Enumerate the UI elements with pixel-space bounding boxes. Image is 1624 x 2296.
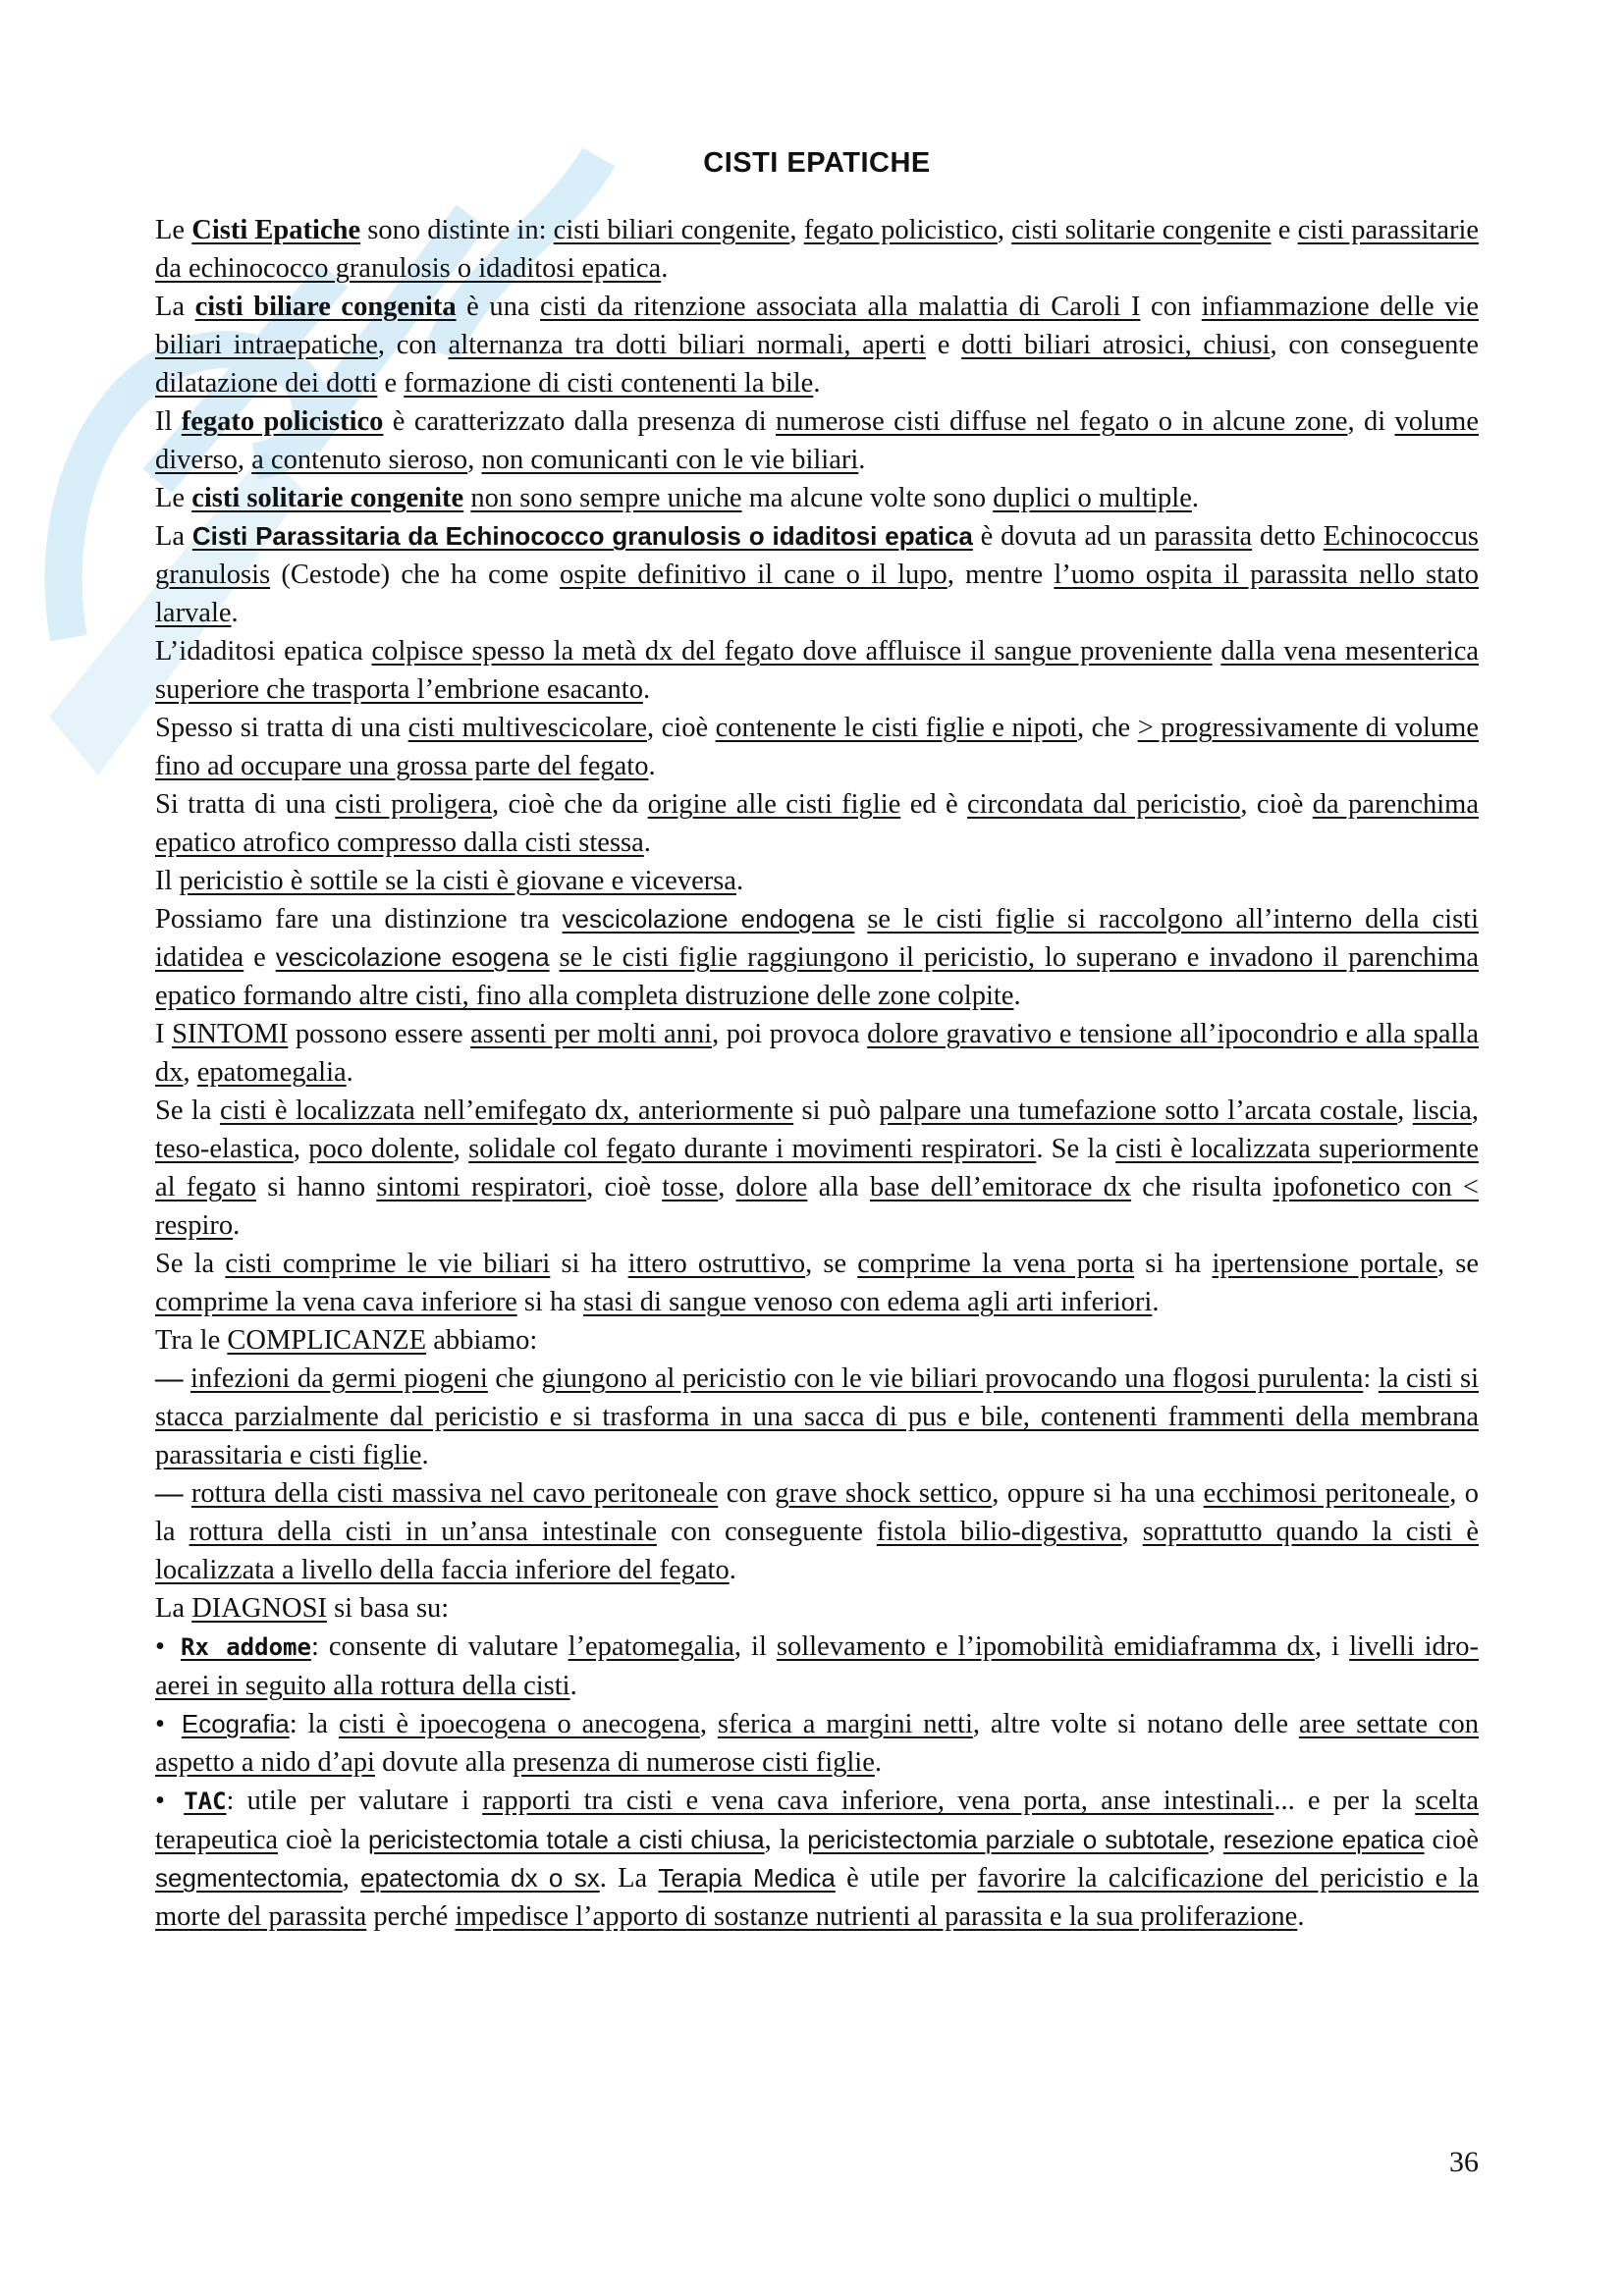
underlined-text: ittero ostruttivo [627, 1249, 806, 1279]
paragraph [155, 1628, 1479, 1705]
underlined-text: tosse [662, 1172, 719, 1202]
text-run: è utile per [835, 1863, 978, 1894]
underlined-text: teso-elastica [155, 1134, 294, 1164]
text-run: , [467, 445, 482, 475]
text-run: abbiamo: [426, 1325, 538, 1356]
underlined-text: dolore gravativo e tensione all’ipocondrio e alla spalla dx [155, 1019, 1479, 1088]
underlined-text: fistola bilio-digestiva [876, 1517, 1122, 1547]
underlined-text: COMPLICANZE [227, 1325, 427, 1356]
underlined-text: cisti proligera [335, 789, 492, 820]
text-run: Possiamo fare una distinzione tra [155, 904, 563, 934]
text-run: ― [155, 1363, 191, 1394]
text-run: , [997, 215, 1012, 245]
paragraph [155, 211, 1479, 288]
underlined-text: pericistectomia totale a cisti chiusa [367, 1825, 765, 1854]
underlined-text: se le cisti figlie raggiungono il pericistio, lo superano e invadono il parenchima epatico formando altre cisti, fino alla completa distruzione delle zone colpite [155, 942, 1480, 1011]
text-run: . [233, 1210, 241, 1241]
text-run: con [718, 1478, 776, 1509]
text-run: è una [456, 292, 541, 322]
text-run: , mentre [947, 560, 1055, 590]
text-run: . [1191, 483, 1199, 513]
text-run: , cioè [646, 713, 716, 743]
underlined-text: circondata dal pericistio [967, 789, 1241, 820]
text-run: . [735, 866, 744, 896]
text-run: , [789, 215, 804, 245]
text-run: . [874, 1747, 882, 1778]
text-run: si hanno [256, 1172, 377, 1202]
underlined-text: presenza di numerose cisti figlie [513, 1747, 875, 1778]
paragraph [155, 632, 1479, 709]
paragraph [155, 709, 1479, 785]
paragraph [155, 1360, 1479, 1474]
text-run: , cioè [1240, 789, 1313, 820]
underlined-text: DIAGNOSI [191, 1593, 327, 1624]
underlined-text: aree settate con aspetto a nido d’api [155, 1709, 1480, 1778]
underlined-text: cisti solitarie congenite [1011, 215, 1272, 245]
text-run: . Se la [1036, 1134, 1116, 1164]
underlined-text: sintomi respiratori [376, 1172, 587, 1202]
text-run: dovute alla [374, 1747, 514, 1778]
text-run: è dovuta ad un [972, 521, 1155, 552]
underlined-text: pericistectomia parziale o subtotale [807, 1825, 1209, 1854]
text-run: . [346, 1057, 353, 1088]
underlined-text: soprattutto quando la cisti è localizzata a livello della faccia inferiore del fegato [155, 1517, 1480, 1585]
text-run: . [569, 1671, 577, 1701]
page-number: 36 [1449, 2146, 1479, 2178]
underlined-text: favorire la calcificazione del pericistio e la morte del parassita [155, 1863, 1480, 1932]
text-run: , se [805, 1249, 858, 1279]
underlined-text: la cisti si stacca parzialmente dal pericistio e si trasforma in una sacca di pus e bile, contenenti frammenti della membrana parassitaria e cisti figlie [155, 1363, 1479, 1470]
underlined-text: rapporti tra cisti e vena cava inferiore, vena porta, anse intestinali [482, 1786, 1274, 1816]
text-run: e [377, 368, 405, 399]
underlined-text: volume diverso [155, 406, 1479, 475]
text-run: con conseguente [657, 1517, 877, 1547]
underlined-text: Ecografia [181, 1709, 290, 1738]
text-run: . [421, 1440, 429, 1470]
underlined-text: resezione epatica [1222, 1825, 1425, 1854]
underlined-text: ecchimosi peritoneale [1203, 1478, 1450, 1509]
underlined-text: livelli idro-aerei in seguito alla rottura della cisti [155, 1631, 1480, 1701]
text-run: , [1121, 1517, 1143, 1547]
text-run: ed è [900, 789, 968, 820]
underlined-text: scelta terapeutica [155, 1786, 1479, 1855]
paragraph [155, 1321, 1479, 1360]
text-run: : utile per valutare i [226, 1786, 483, 1816]
underlined-text: palpare una tumefazione sotto l’arcata costale [879, 1095, 1398, 1126]
underlined-text: cisti da ritenzione associata alla malattia di Caroli I [540, 292, 1141, 322]
underlined-text: sollevamento e l’ipomobilità emidiaframma dx [776, 1631, 1316, 1662]
underlined-text: Cisti Parassitaria da Echinococco granulosis o idaditosi epatica [191, 521, 973, 551]
text-run: e [244, 942, 276, 973]
paragraph [155, 1705, 1479, 1782]
text-run: , [237, 445, 252, 475]
underlined-text: cisti comprime le vie biliari [225, 1249, 551, 1279]
text-run: (Cestode) che ha come [270, 560, 561, 590]
text-run: : consente di valutare [310, 1631, 568, 1662]
underlined-text: > progressivamente di volume fino ad occupare una grossa parte del fegato [155, 713, 1479, 781]
text-run: Spesso si tratta di una [155, 713, 408, 743]
text-run: si basa su: [326, 1593, 450, 1624]
underlined-text: stasi di sangue venoso con edema agli arti inferiori [583, 1287, 1153, 1317]
text-run: Se la [155, 1095, 220, 1126]
text-run: , i [1315, 1631, 1350, 1662]
text-run: che risulta [1131, 1172, 1273, 1202]
text-run: , poi provoca [712, 1019, 868, 1049]
text-run: Il [155, 866, 180, 896]
underlined-text: rottura della cisti massiva nel cavo peritoneale [190, 1478, 719, 1509]
text-run: alla [807, 1172, 870, 1202]
underlined-text: giungono al pericistio con le vie biliari provocando una flogosi purulenta [541, 1363, 1364, 1394]
document-body [155, 211, 1479, 1936]
underlined-text: duplici o multiple [993, 483, 1192, 513]
text-run: e [1271, 215, 1298, 245]
underlined-text: Rx addome [181, 1633, 311, 1661]
text-run: . [1297, 1901, 1305, 1932]
text-run: , altre volte si notano delle [972, 1709, 1299, 1739]
text-run: , [453, 1134, 469, 1164]
text-run: possono essere [288, 1019, 471, 1049]
underlined-text: vescicolazione endogena [562, 904, 855, 934]
text-run: , [718, 1172, 736, 1202]
text-run: Si tratta di una [155, 789, 336, 820]
underlined-text: Echinococcus granulosis [155, 521, 1480, 590]
text-run: e [926, 330, 962, 360]
underlined-text: origine alle cisti figlie [647, 789, 901, 820]
underlined-text: non comunicanti con le vie biliari [481, 445, 859, 475]
paragraph [155, 479, 1479, 517]
text-run: si può [793, 1095, 880, 1126]
paragraph [155, 862, 1479, 900]
text-run: , [1397, 1095, 1413, 1126]
underlined-text: impedisce l’apporto di sostanze nutrienti al parassita e la sua proliferazione [455, 1901, 1298, 1932]
text-run: I [155, 1019, 173, 1049]
text-run: . [858, 445, 866, 475]
underlined-text: • [155, 1631, 175, 1662]
underlined-text: cisti parassitarie da echinococco granulosis o idaditosi epatica [155, 215, 1480, 284]
paragraph [155, 1092, 1479, 1245]
text-run: che [487, 1363, 542, 1394]
text-run: , di [1347, 406, 1395, 437]
text-run: , oppure si ha una [992, 1478, 1204, 1509]
underlined-text: ospite definitivo il cane o il lupo [560, 560, 947, 590]
underlined-text: formazione di cisti contenenti la bile [404, 368, 814, 399]
paragraph [155, 402, 1479, 479]
underlined-text: dilatazione dei dotti [155, 368, 378, 399]
text-run: sono distinte in: [360, 215, 554, 245]
text-run: cioè la [278, 1825, 368, 1855]
text-run: , cioè [586, 1172, 663, 1202]
paragraph [155, 1245, 1479, 1321]
underlined-text: liscia [1412, 1095, 1472, 1126]
underlined-text: sferica a margini netti [717, 1709, 973, 1739]
document-page [155, 147, 1479, 1936]
text-run [854, 904, 867, 934]
underlined-text: dotti biliari atrosici, chiusi [961, 330, 1271, 360]
underlined-text: rottura della cisti in un’ansa intestinale [189, 1517, 657, 1547]
text-run: . [648, 751, 656, 781]
text-run: Il [155, 406, 182, 437]
underlined-text: fegato policistico [181, 406, 384, 437]
text-run: Se la [155, 1249, 226, 1279]
text-run: La [155, 521, 192, 552]
underlined-text: colpisce spesso la metà dx del fegato dove affluisce il sangue proveniente [371, 636, 1213, 667]
text-run: , con conseguente [1270, 330, 1480, 360]
paragraph [155, 517, 1479, 632]
underlined-text: vescicolazione esogena [275, 942, 550, 972]
underlined-text: da parenchima epatico atrofico compresso dalla cisti stessa [155, 789, 1479, 858]
underlined-text: Terapia Medica [658, 1863, 836, 1893]
underlined-text: contenente le cisti figlie e nipoti [715, 713, 1077, 743]
underlined-text: epatomegalia [196, 1057, 347, 1088]
text-run: . [813, 368, 821, 399]
text-run: si ha [550, 1249, 628, 1279]
underlined-text: comprime la vena cava inferiore [155, 1287, 517, 1317]
text-run: . [661, 253, 669, 284]
text-run: , il [733, 1631, 777, 1662]
text-run: perché [366, 1901, 456, 1932]
underlined-text: cisti biliare congenita [194, 292, 457, 322]
text-run: detto [1252, 521, 1324, 552]
text-run: . [1152, 1287, 1160, 1317]
text-run: si ha [1134, 1249, 1213, 1279]
text-run: , o la [155, 1478, 1480, 1547]
paragraph [155, 288, 1479, 402]
text-run: è caratterizzato dalla presenza di [383, 406, 776, 437]
text-run: con [1140, 292, 1202, 322]
underlined-text: l’uomo ospita il parassita nello stato larvale [155, 560, 1479, 628]
text-run: , cioè che da [491, 789, 648, 820]
paragraph [155, 900, 1479, 1015]
underlined-text: • [155, 1709, 176, 1739]
underlined-text: poco dolente [308, 1134, 454, 1164]
underlined-text: Cisti Epatiche [191, 215, 361, 245]
underlined-text: TAC [184, 1788, 227, 1815]
underlined-text: epatectomia dx o sx [360, 1863, 600, 1893]
text-run: . [643, 828, 651, 858]
text-run: , [1208, 1825, 1223, 1855]
text-run: : [1363, 1363, 1379, 1394]
text-run: si ha [516, 1287, 584, 1317]
underlined-text: segmentectomia [155, 1863, 343, 1893]
paragraph [155, 1589, 1479, 1628]
underlined-text: dolore [735, 1172, 808, 1202]
underlined-text: cisti solitarie congenite [191, 483, 464, 513]
text-run: . [1013, 981, 1021, 1011]
text-run: , che [1076, 713, 1138, 743]
text-run: Le [155, 215, 192, 245]
underlined-text: non sono sempre uniche [470, 483, 742, 513]
text-run: cioè [1424, 1825, 1479, 1855]
paragraph [155, 1015, 1479, 1092]
underlined-text: dalla vena mesenterica superiore che trasporta l’embrione esacanto [155, 636, 1479, 705]
paragraph [155, 1474, 1479, 1589]
text-run: , [183, 1057, 197, 1088]
paragraph [155, 785, 1479, 862]
underlined-text: alternanza tra dotti biliari normali, aperti [448, 330, 927, 360]
text-run [550, 942, 560, 973]
text-run: Tra le [155, 1325, 228, 1356]
underlined-text: cisti biliari congenite [553, 215, 790, 245]
text-run: , la [764, 1825, 808, 1855]
text-run: ― [155, 1478, 191, 1509]
text-run: ma alcune volte sono [741, 483, 994, 513]
text-run: , [293, 1134, 309, 1164]
text-run: , se [1436, 1249, 1479, 1279]
underlined-text: fegato policistico [803, 215, 998, 245]
text-run: ... e per la [1273, 1786, 1416, 1816]
underlined-text: ipertensione portale [1212, 1249, 1437, 1279]
text-run: La [155, 292, 195, 322]
underlined-text: cisti multivescicolare [407, 713, 647, 743]
underlined-text: ipofonetico con < respiro [155, 1172, 1479, 1241]
underlined-text: cisti è ipoecogena o anecogena [338, 1709, 700, 1739]
text-run: , [1471, 1095, 1480, 1126]
text-run: L’idaditosi epatica [155, 636, 372, 667]
paragraph [155, 1782, 1479, 1936]
underlined-text: numerose cisti diffuse nel fegato o in alcune zone [775, 406, 1348, 437]
underlined-text: • [155, 1786, 179, 1816]
underlined-text: se le cisti figlie si raccolgono all’interno della cisti idatidea [155, 904, 1480, 973]
underlined-text: cisti è localizzata nell’emifegato dx, anteriormente [219, 1095, 794, 1126]
text-run: Le [155, 483, 192, 513]
underlined-text: comprime la vena porta [857, 1249, 1135, 1279]
underlined-text: a contenuto sieroso [251, 445, 468, 475]
page-title: CISTI EPATICHE [703, 147, 931, 179]
text-run: . La [599, 1863, 659, 1894]
text-run: . [642, 674, 651, 705]
underlined-text: cisti è localizzata superiormente al fegato [155, 1134, 1480, 1202]
text-run: , [699, 1709, 718, 1739]
text-run: : la [289, 1709, 339, 1739]
text-run: , con [377, 330, 449, 360]
underlined-text: pericistio è sottile se la cisti è giovane e viceversa [179, 866, 736, 896]
underlined-text: SINTOMI [172, 1019, 289, 1049]
text-run: La [155, 1593, 192, 1624]
underlined-text: base dell’emitorace dx [869, 1172, 1132, 1202]
underlined-text: l’epatomegalia [568, 1631, 734, 1662]
underlined-text: parassita [1154, 521, 1253, 552]
text-run: . [729, 1555, 736, 1585]
text-run: . [231, 598, 239, 628]
text-run: , [342, 1863, 361, 1894]
underlined-text: infiammazione delle vie biliari intraepatiche [155, 292, 1479, 360]
underlined-text: assenti per molti anni [470, 1019, 713, 1049]
underlined-text: grave shock settico [775, 1478, 993, 1509]
underlined-text: solidale col fegato durante i movimenti respiratori [468, 1134, 1037, 1164]
underlined-text: infezioni da germi piogeni [190, 1363, 488, 1394]
